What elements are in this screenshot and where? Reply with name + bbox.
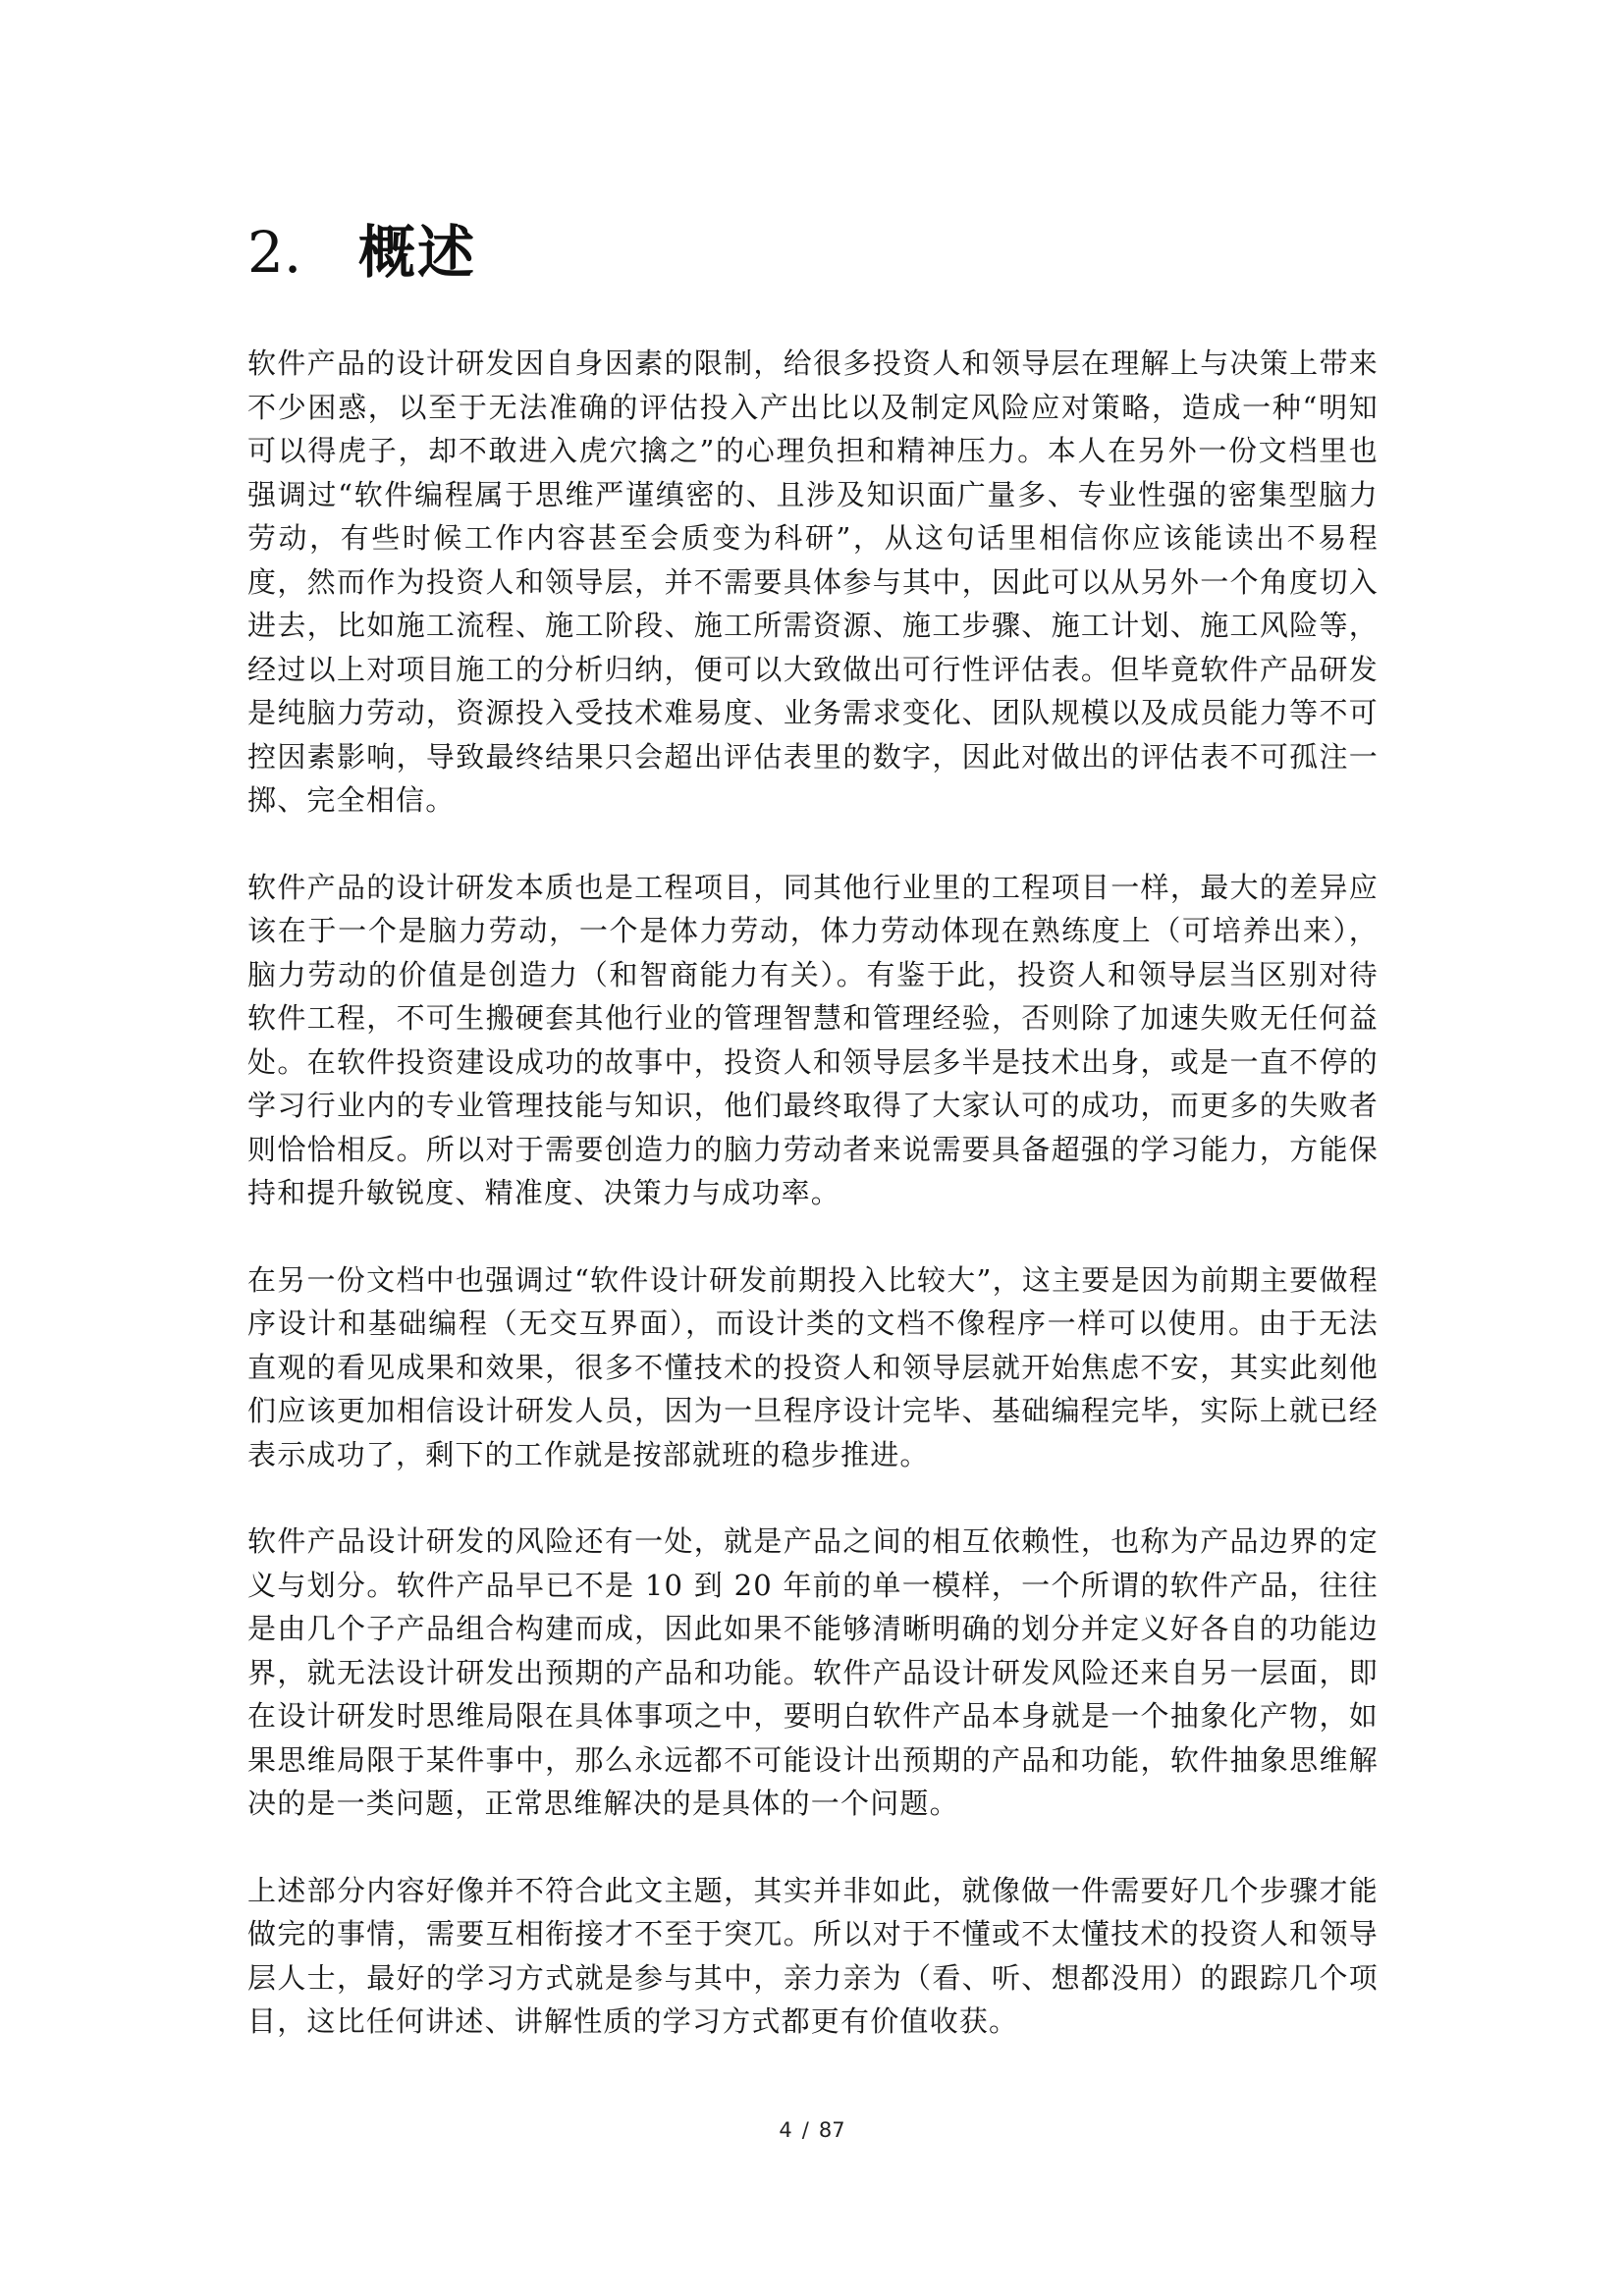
document-body	[247, 342, 1379, 2044]
paragraph-5: 上述部分内容好像并不符合此文主题，其实并非如此，就像做一件需要好几个步骤才能做完的事情，需要互相衔接才不至于突兀。所以对于不懂或不太懂技术的投资人和领导层人士，最好的学习方式就是参与其中，亲力亲为（看、听、想都没用）的跟踪几个项目，这比任何讲述、讲解性质的学习方式都更有价值收获。	[247, 1873, 1379, 2038]
section-title: 概述	[358, 219, 477, 286]
paragraph-2: 软件产品的设计研发本质也是工程项目，同其他行业里的工程项目一样，最大的差异应该在于一个是脑力劳动，一个是体力劳动，体力劳动体现在熟练度上（可培养出来），脑力劳动的价值是创造力（和智商能力有关）。有鉴于此，投资人和领导层当区别对待软件工程，不可生搬硬套其他行业的管理智慧和管理经验，否则除了加速失败无任何益处。在软件投资建设成功的故事中，投资人和领导层多半是技术出身，或是一直不停的学习行业内的专业管理技能与知识，他们最终取得了大家认可的成功，而更多的失败者则恰恰相反。所以对于需要创造力的脑力劳动者来说需要具备超强的学习能力，方能保持和提升敏锐度、精准度、决策力与成功率。	[247, 870, 1379, 1209]
total-page-count: 87	[818, 2118, 845, 2142]
paragraph-1: 软件产品的设计研发因自身因素的限制，给很多投资人和领导层在理解上与决策上带来不少困惑，以至于无法准确的评估投入产出比以及制定风险应对策略，造成一种“明知可以得虎子，却不敢进入虎穴擒之”的心理负担和精神压力。本人在另外一份文档里也强调过“软件编程属于思维严谨缜密的、且涉及知识面广量多、专业性强的密集型脑力劳动，有些时候工作内容甚至会质变为科研”，从这句话里相信你应该能读出不易程度，然而作为投资人和领导层，并不需要具体参与其中，因此可以从另外一个角度切入进去，比如施工流程、施工阶段、施工所需资源、施工步骤、施工计划、施工风险等，经过以上对项目施工的分析归纳，便可以大致做出可行性评估表。但毕竟软件产品研发是纯脑力劳动，资源投入受技术难易度、业务需求变化、团队规模以及成员能力等不可控因素影响，导致最终结果只会超出评估表里的数字，因此对做出的评估表不可孤注一掷、完全相信。	[247, 347, 1379, 817]
page-number-footer	[0, 2118, 1624, 2142]
current-page-number: 4	[779, 2118, 792, 2142]
page-separator: /	[801, 2118, 809, 2142]
paragraph-3: 在另一份文档中也强调过“软件设计研发前期投入比较大”，这主要是因为前期主要做程序设计和基础编程（无交互界面），而设计类的文档不像程序一样可以使用。由于无法直观的看见成果和效果，很多不懂技术的投资人和领导层就开始焦虑不安，其实此刻他们应该更加相信设计研发人员，因为一旦程序设计完毕、基础编程完毕，实际上就已经表示成功了，剩下的工作就是按部就班的稳步推进。	[247, 1262, 1379, 1471]
section-number: 2.	[247, 219, 302, 286]
section-heading	[247, 208, 476, 296]
paragraph-4: 软件产品设计研发的风险还有一处，就是产品之间的相互依赖性，也称为产品边界的定义与划分。软件产品早已不是 10 到 20 年前的单一模样，一个所谓的软件产品，往往是由几个子产品组合构建而成，因此如果不能够清晰明确的划分并定义好各自的功能边界，就无法设计研发出预期的产品和功能。软件产品设计研发风险还来自另一层面，即在设计研发时思维局限在具体事项之中，要明白软件产品本身就是一个抽象化产物，如果思维局限于某件事中，那么永远都不可能设计出预期的产品和功能，软件抽象思维解决的是一类问题，正常思维解决的是具体的一个问题。	[247, 1524, 1379, 1820]
